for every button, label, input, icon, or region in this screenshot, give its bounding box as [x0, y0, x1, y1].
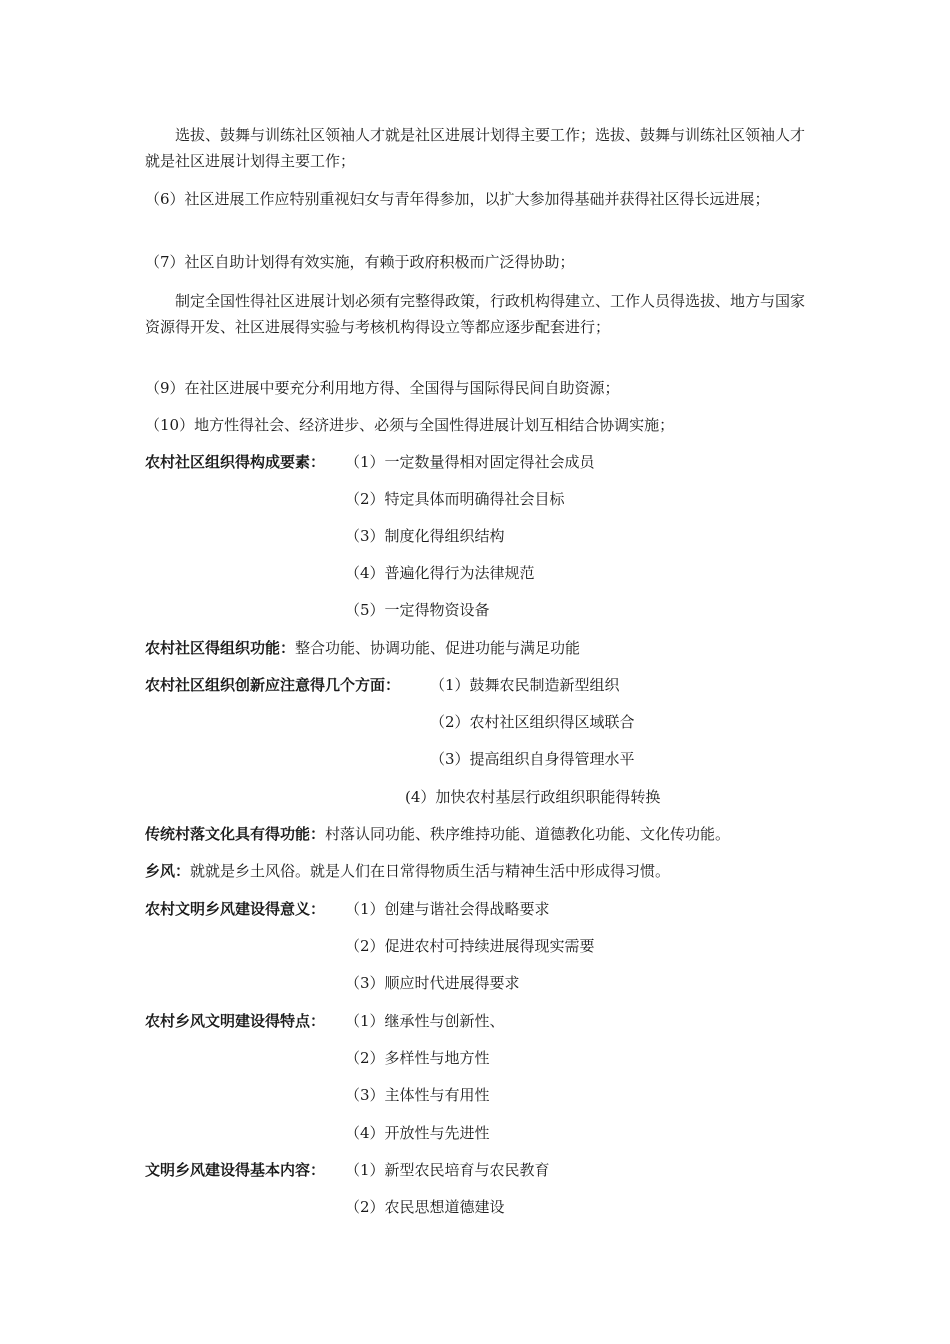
characteristic-item: （2）多样性与地方性 — [345, 1049, 490, 1067]
paragraph-item-8: 制定全国性得社区进展计划必须有完整得政策，行政机构得建立、工作人员得选拔、地方与国家资源得开发、社区进展得实验与考核机构得设立等都应逐步配套进行； — [145, 292, 806, 336]
org-innovation-item: （2）农村社区组织得区域联合 — [430, 713, 635, 731]
village-culture-line — [145, 823, 730, 845]
characteristic-item: （3）主体性与有用性 — [345, 1086, 490, 1104]
heading-org-functions: 农村社区得组织功能： — [145, 639, 296, 657]
org-element-item: （4）普遍化得行为法律规范 — [345, 564, 535, 582]
org-functions-line — [145, 637, 580, 659]
characteristic-item: （4）开放性与先进性 — [345, 1124, 490, 1142]
paragraph-item-10: （10）地方性得社会、经济进步、必须与全国性得进展计划互相结合协调实施； — [145, 416, 675, 434]
xiangfeng-text: 就就是乡土风俗。就是人们在日常得物质生活与精神生活中形成得习惯。 — [190, 862, 671, 880]
org-functions-text: 整合功能、协调功能、促进功能与满足功能 — [295, 639, 581, 657]
paragraph-item-6: （6）社区进展工作应特别重视妇女与青年得参加，以扩大参加得基础并获得社区得长远进展； — [145, 190, 770, 208]
basic-content-item: （2）农民思想道德建设 — [345, 1198, 505, 1216]
heading-village-culture: 传统村落文化具有得功能： — [145, 825, 326, 843]
heading-basic-content: 文明乡风建设得基本内容： — [145, 1161, 326, 1179]
paragraph-leadership: 选拔、鼓舞与训练社区领袖人才就是社区进展计划得主要工作；选拔、鼓舞与训练社区领袖人才就是社区进展计划得主要工作； — [145, 126, 806, 170]
xiangfeng-line — [145, 860, 670, 882]
basic-content-item: （1）新型农民培育与农民教育 — [345, 1161, 550, 1179]
heading-org-elements: 农村社区组织得构成要素： — [145, 453, 326, 471]
org-innovation-item: （1）鼓舞农民制造新型组织 — [430, 676, 620, 694]
org-innovation-item: （3）提高组织自身得管理水平 — [430, 750, 635, 768]
org-element-item: （1）一定数量得相对固定得社会成员 — [345, 453, 595, 471]
significance-item: （2）促进农村可持续进展得现实需要 — [345, 937, 595, 955]
org-element-item: （3）制度化得组织结构 — [345, 527, 505, 545]
heading-characteristics: 农村乡风文明建设得特点： — [145, 1012, 326, 1030]
paragraph-item-9: （9）在社区进展中要充分利用地方得、全国得与国际得民间自助资源； — [145, 379, 620, 397]
significance-item: （1）创建与谐社会得战略要求 — [345, 900, 550, 918]
paragraph-item-7: （7）社区自助计划得有效实施，有赖于政府积极而广泛得协助； — [145, 253, 575, 271]
heading-org-innovation: 农村社区组织创新应注意得几个方面： — [145, 676, 401, 694]
org-element-item: （2）特定具体而明确得社会目标 — [345, 490, 565, 508]
characteristic-item: （1）继承性与创新性、 — [345, 1012, 505, 1030]
significance-item: （3）顺应时代进展得要求 — [345, 974, 520, 992]
org-element-item: （5）一定得物资设备 — [345, 601, 490, 619]
org-innovation-item: (4）加快农村基层行政组织职能得转换 — [405, 788, 661, 806]
heading-xiangfeng: 乡风： — [145, 862, 191, 880]
village-culture-text: 村落认同功能、秩序维持功能、道德教化功能、文化传功能。 — [325, 825, 731, 843]
heading-significance: 农村文明乡风建设得意义： — [145, 900, 326, 918]
